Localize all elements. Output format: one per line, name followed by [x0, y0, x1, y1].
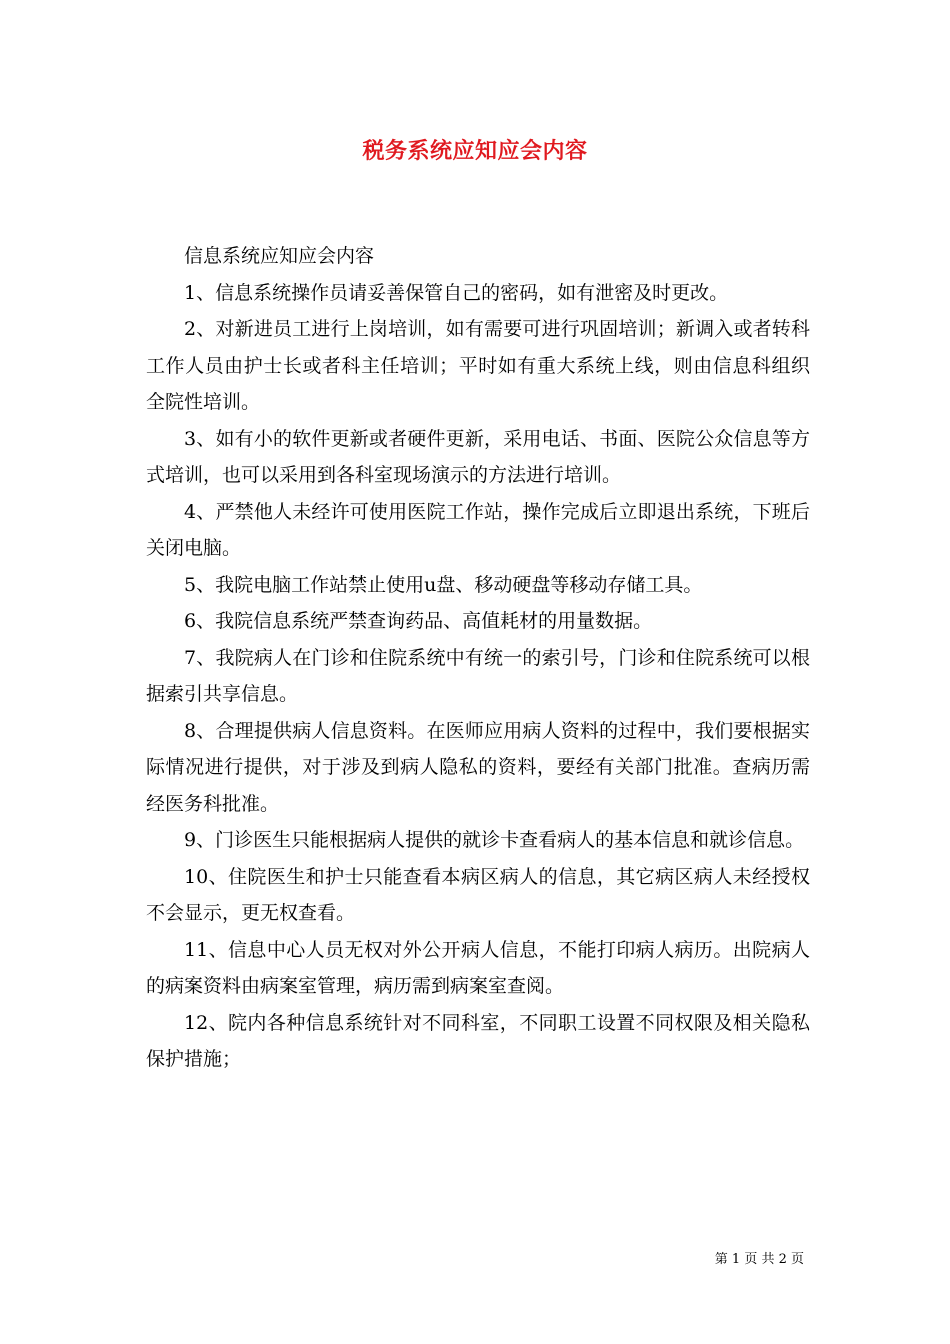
- paragraph-item-8: 8、合理提供病人信息资料。在医师应用病人资料的过程中，我们要根据实际情况进行提供，对于涉及到病人隐私的资料，要经有关部门批准。查病历需经医务科批准。: [146, 719, 810, 815]
- paragraph-item-12: 12、院内各种信息系统针对不同科室，不同职工设置不同权限及相关隐私保护措施；: [146, 1011, 810, 1070]
- paragraph-item-5: 5、我院电脑工作站禁止使用u盘、移动硬盘等移动存储工具。: [184, 573, 703, 596]
- document-title: 税务系统应知应会内容: [362, 138, 588, 164]
- paragraph-item-4: 4、严禁他人未经许可使用医院工作站，操作完成后立即退出系统，下班后关闭电脑。: [146, 500, 810, 559]
- paragraph-item-9: 9、门诊医生只能根据病人提供的就诊卡查看病人的基本信息和就诊信息。: [184, 829, 805, 851]
- paragraph-item-1: 1、信息系统操作员请妥善保管自己的密码，如有泄密及时更改。: [184, 281, 729, 304]
- paragraph-item-6: 6、我院信息系统严禁查询药品、高值耗材的用量数据。: [184, 610, 653, 632]
- paragraph-item-10: 10、住院医生和护士只能查看本病区病人的信息，其它病区病人未经授权不会显示，更无权查看。: [146, 865, 810, 924]
- paragraph-item-11: 11、信息中心人员无权对外公开病人信息，不能打印病人病历。出院病人的病案资料由病案室管理，病历需到病案室查阅。: [146, 938, 810, 997]
- paragraph-heading: 信息系统应知应会内容: [184, 245, 375, 267]
- document-body: [146, 238, 810, 1078]
- paragraph-item-3: 3、如有小的软件更新或者硬件更新，采用电话、书面、医院公众信息等方式培训，也可以采用到各科室现场演示的方法进行培训。: [146, 427, 810, 486]
- paragraph-item-7: 7、我院病人在门诊和住院系统中有统一的索引号，门诊和住院系统可以根据索引共享信息。: [146, 646, 810, 705]
- page-number-footer: 第 1 页 共 2 页: [714, 1252, 804, 1267]
- paragraph-item-2: 2、对新进员工进行上岗培训，如有需要可进行巩固培训；新调入或者转科工作人员由护士长或者科主任培训；平时如有重大系统上线，则由信息科组织全院性培训。: [146, 318, 810, 413]
